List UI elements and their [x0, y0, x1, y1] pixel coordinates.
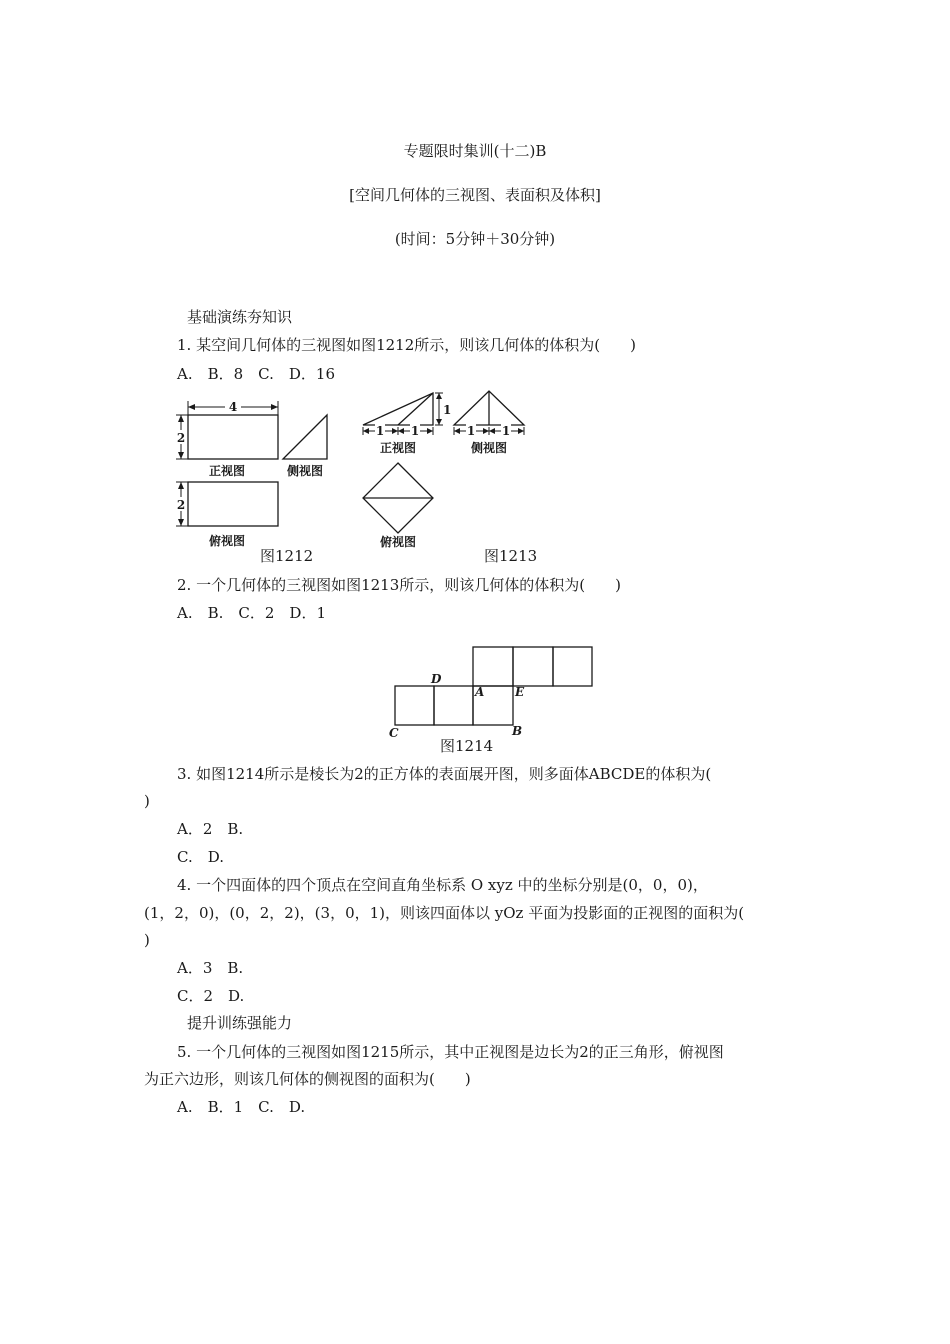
question-1-options: A. B．8 C. D．16	[177, 365, 335, 383]
front-view-rect	[188, 415, 278, 459]
dim-h-1213: 1	[443, 403, 452, 417]
point-A: A	[475, 685, 485, 699]
point-E: E	[515, 685, 525, 699]
question-3-options-1: A．2 B.	[177, 820, 244, 838]
point-D: D	[431, 672, 442, 686]
caption-1213: 图1213	[484, 547, 538, 565]
label-front-view-1213: 正视图	[379, 441, 417, 455]
section-advanced: 提升训练强能力	[187, 1014, 293, 1032]
time-limit: (时间：5分钟＋30分钟)	[394, 230, 556, 248]
figure-1212	[170, 395, 345, 550]
dim-1b: 1	[410, 424, 420, 438]
question-3: 3. 如图1214所示是棱长为2的正方体的表面展开图，则多面体ABCDE的体积为(	[177, 765, 712, 783]
dim-1d: 1	[501, 424, 511, 438]
top-view-rect	[188, 482, 278, 526]
caption-1214: 图1214	[440, 737, 494, 755]
question-4-line3: )	[144, 931, 150, 949]
label-side-view-1213: 侧视图	[470, 441, 508, 455]
dim-1a: 1	[375, 424, 385, 438]
question-1: 1. 某空间几何体的三视图如图1212所示，则该几何体的体积为( )	[177, 336, 636, 354]
front-view-shape	[363, 393, 433, 425]
side-view-triangle	[283, 415, 327, 459]
dim-height-top-label: 2	[176, 498, 186, 512]
dim-1c: 1	[466, 424, 476, 438]
question-3-cont: )	[144, 792, 150, 810]
question-5-options: A. B．1 C. D.	[177, 1098, 306, 1116]
net-squares	[395, 647, 592, 725]
figure-1214	[385, 640, 600, 740]
question-4-line2: (1，2，0)，(0，2，2)，(3，0，1)，则该四面体以 yOz 平面为投影面的正视图的面积为(	[144, 904, 745, 922]
label-front-view-1212: 正视图	[208, 464, 246, 478]
question-5: 5. 一个几何体的三视图如图1215所示，其中正视图是边长为2的正三角形，俯视图	[177, 1043, 724, 1061]
section-basic: 基础演练夯知识	[187, 308, 293, 326]
page-title: 专题限时集训(十二)B	[403, 142, 547, 160]
question-5-line2: 为正六边形，则该几何体的侧视图的面积为( )	[144, 1070, 471, 1088]
label-top-view-1213: 俯视图	[379, 535, 417, 549]
question-2: 2. 一个几何体的三视图如图1213所示，则该几何体的体积为( )	[177, 576, 621, 594]
point-C: C	[389, 726, 399, 740]
caption-1212: 图1212	[260, 547, 314, 565]
figure-1213	[355, 385, 545, 550]
dim-height-front-label: 2	[176, 431, 186, 445]
question-2-options: A. B. C．2 D．1	[177, 604, 326, 622]
point-B: B	[512, 724, 523, 738]
question-4-options-2: C．2 D.	[177, 987, 245, 1005]
label-side-view-1212: 侧视图	[286, 464, 324, 478]
dim-width-label: 4	[228, 400, 238, 414]
question-4: 4. 一个四面体的四个顶点在空间直角坐标系 O xyz 中的坐标分别是(0，0，0)，	[177, 876, 708, 894]
question-3-options-2: C. D.	[177, 848, 224, 866]
label-top-view-1212: 俯视图	[208, 534, 246, 548]
page-subtitle: [空间几何体的三视图、表面积及体积]	[349, 186, 601, 204]
question-4-options-1: A．3 B.	[177, 959, 244, 977]
